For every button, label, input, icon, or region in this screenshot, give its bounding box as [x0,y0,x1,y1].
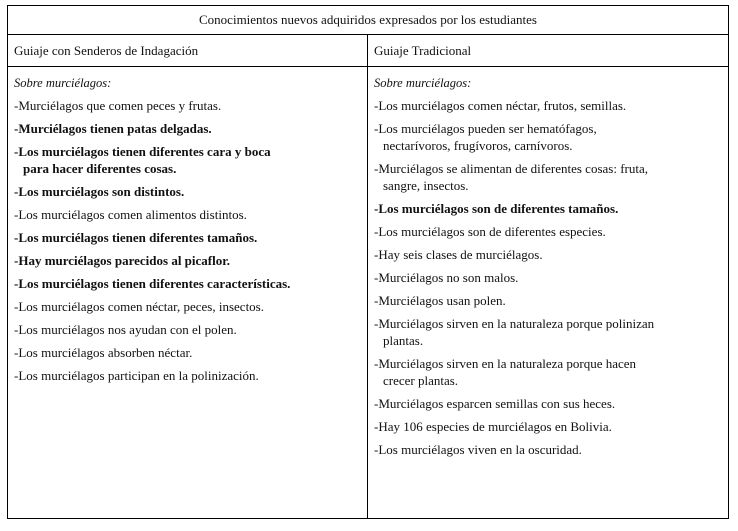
list-item [14,252,361,269]
column-header-indagacion: Guiaje con Senderos de Indagación [8,35,368,66]
section-label: Sobre murciélagos: [14,76,112,90]
list-item [374,355,722,389]
column-tradicional [368,67,728,519]
list-item [374,418,722,435]
list-item-text: -Los murciélagos son distintos. [14,184,185,199]
list-item [374,269,722,286]
list-item-text: -Los murciélagos tienen diferentes tamaños. [14,230,258,245]
list-item [14,229,361,246]
list-item-continuation: sangre, insectos. [383,178,469,193]
list-item [14,143,361,177]
list-item-continuation: crecer plantas. [383,373,459,388]
list-item-text: -Los murciélagos comen alimentos distintos. [14,207,247,222]
column-indagacion [8,67,368,519]
list-item-text: -Hay murciélagos parecidos al picaflor. [14,253,231,268]
list-item [374,97,722,114]
list-item [374,441,722,458]
list-item-text: -Los murciélagos pueden ser hematófagos, [374,121,597,136]
list-item [374,223,722,240]
list-item-continuation: plantas. [383,333,424,348]
list-item-text: -Murciélagos no son malos. [374,270,519,285]
list-item-text: -Murciélagos que comen peces y frutas. [14,98,222,113]
list-item-text: -Los murciélagos comen néctar, frutos, semillas. [374,98,627,113]
list-item [374,292,722,309]
section-label: Sobre murciélagos: [374,76,472,90]
list-item-continuation: para hacer diferentes cosas. [23,161,177,176]
list-item [14,321,361,338]
list-item [374,160,722,194]
list-item-text: -Murciélagos esparcen semillas con sus heces. [374,396,616,411]
list-item-text: -Los murciélagos viven en la oscuridad. [374,442,582,457]
list-item-continuation: nectarívoros, frugívoros, carnívoros. [383,138,573,153]
knowledge-table [7,5,729,519]
list-item [374,200,722,217]
list-item [14,367,361,384]
list-item [374,120,722,154]
list-item-text: -Hay seis clases de murciélagos. [374,247,543,262]
list-item-text: -Murciélagos sirven en la naturaleza porque hacen [374,356,637,371]
list-item-text: -Los murciélagos son de diferentes tamaños. [374,201,619,216]
list-item-text: -Los murciélagos nos ayudan con el polen. [14,322,237,337]
content-row [8,67,728,519]
list-item-text: -Murciélagos sirven en la naturaleza porque polinizan [374,316,655,331]
header-row [8,35,728,67]
list-item [14,206,361,223]
list-item-text: -Los murciélagos son de diferentes especies. [374,224,606,239]
list-item-text: -Murciélagos tienen patas delgadas. [14,121,212,136]
list-item-text: -Los murciélagos tienen diferentes características. [14,276,291,291]
list-item-text: -Los murciélagos comen néctar, peces, insectos. [14,299,264,314]
list-item-text: -Los murciélagos absorben néctar. [14,345,193,360]
list-item-text: -Los murciélagos participan en la polinización. [14,368,259,383]
list-item [14,97,361,114]
list-item [14,344,361,361]
list-item [14,183,361,200]
list-item-text: -Hay 106 especies de murciélagos en Bolivia. [374,419,612,434]
table-title: Conocimientos nuevos adquiridos expresados por los estudiantes [8,6,728,35]
list-item [374,395,722,412]
list-item [14,298,361,315]
list-item [374,246,722,263]
list-item [14,120,361,137]
list-item-text: -Los murciélagos tienen diferentes cara y boca [14,144,271,159]
list-item [14,275,361,292]
list-item-text: -Murciélagos se alimentan de diferentes cosas: fruta, [374,161,648,176]
list-item [374,315,722,349]
list-item-text: -Murciélagos usan polen. [374,293,506,308]
column-header-tradicional: Guiaje Tradicional [374,42,472,58]
